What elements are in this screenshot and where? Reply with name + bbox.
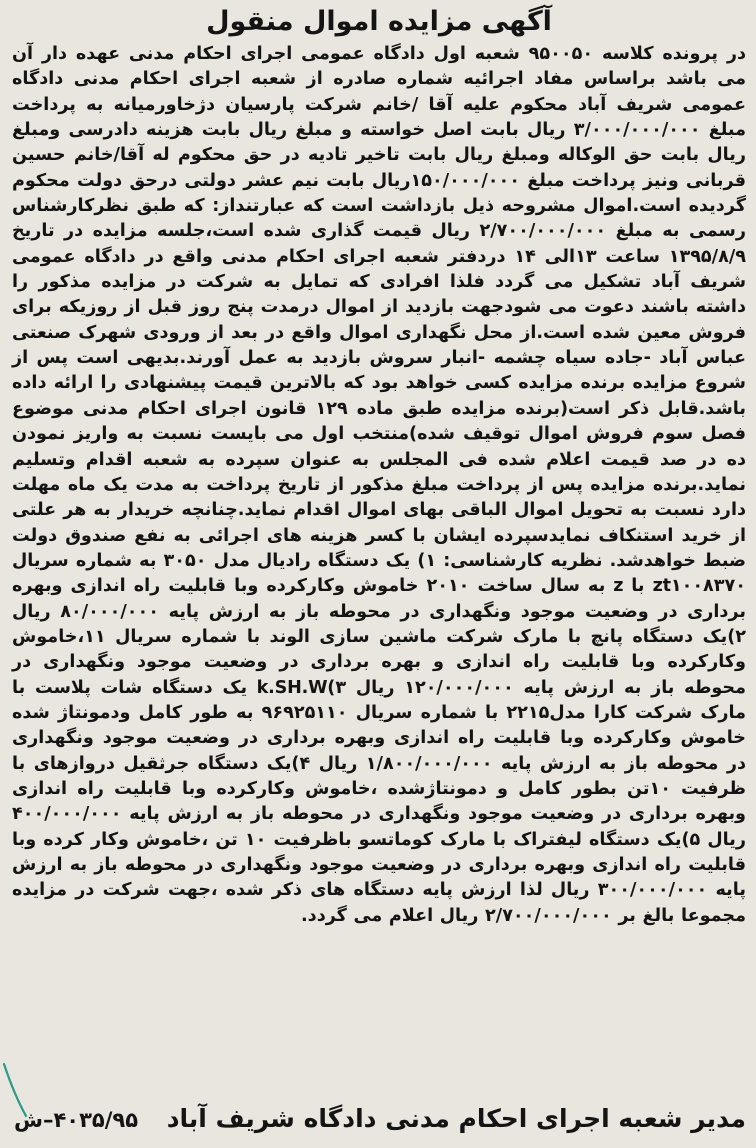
notice-title: آگهی مزایده اموال منقول xyxy=(206,6,552,37)
pen-stroke xyxy=(4,1064,26,1116)
pen-mark-decoration xyxy=(0,1060,30,1120)
notice-body: در پرونده کلاسه ۹۵۰۰۵۰ شعبه اول دادگاه عمومی اجرای احکام مدنی عهده دار آن می باشد براساس مفاد اجرائیه شماره صادره از شعبه اجرای احکام مدنی دادگاه عمومی شریف آباد محکوم علیه آقا /خانم شرکت پارسیان دژخاورمیانه به پرداخت مبلغ ۳/۰۰۰/۰۰۰/۰۰۰ ریال بابت اصل خواسته و مبلغ ریال بابت هزینه دادرسی ومبلغ ریال بابت حق الوکاله ومبلغ ریال بابت تاخیر تادیه در حق محکوم له آقا/خانم حسین قربانی ونیز پرداخت مبلغ ۱۵۰/۰۰۰/۰۰۰ریال بابت نیم عشر دولتی درحق دولت محکوم گردیده است.اموال مشروحه ذیل بازداشت است که عبارتنداز: که طبق نظرکارشناس رسمی به مبلغ ۲/۷۰۰/۰۰۰/۰۰۰ ریال قیمت گذاری شده است،جلسه مزایده در تاریخ ۱۳۹۵/۸/۹ ساعت ۱۳الی ۱۴ دردفتر شعبه اجرای احکام مدنی واقع در دادگاه عمومی شریف آباد تشکیل می گردد فلذا افرادی که تمایل به شرکت در مزایده مذکور را داشته باشند دعوت می شودجهت بازدید از اموال درمدت پنج روز قبل از روزیکه برای فروش معین شده است.از محل نگهداری اموال واقع در بعد از ورودی شهرک صنعتی عباس آباد -جاده سیاه چشمه -انبار سروش بازدید به عمل آورند.بدیهی است پس از شروع مزایده برنده مزایده کسی خواهد بود که بالاترین قیمت پیشنهادی را ارائه داده باشد.قابل ذکر است(برنده مزایده طبق ماده ۱۲۹ قانون اجرای احکام مدنی موضوع فصل سوم فروش اموال توقیف شده)منتخب اول می بایست نسبت به واریز نمودن ده در صد قیمت اعلام شده فی المجلس به عنوان سپرده به شعبه اقدام وتسلیم نماید.برنده مزایده پس از پرداخت مبلغ مذکور از تاریخ پرداخت به مدت یک ماه مهلت دارد نسبت به تحویل اموال الباقی بهای اموال اقدام نماید.چنانچه خریدار به هر علتی از خرید استنکاف نمایدسپرده ایشان با کسر هزینه های اجرائی به نفع صندوق دولت ضبط خواهدشد. نظریه کارشناسی: ۱) یک دستگاه رادیال مدل ۳۰۵۰ به شماره سریال zt۱۰۰۸۳۷۰ با z به سال ساخت ۲۰۱۰ خاموش وکارکرده وبا قابلیت راه اندازی وبهره برداری در وضعیت موجود ونگهداری در محوطه باز به ارزش پایه ۸۰/۰۰۰/۰۰۰ ریال ۲)یک دستگاه پانچ با مارک شرکت ماشین سازی الوند با شماره سریال ۱۱،خاموش وکارکرده وبا قابلیت راه اندازی و بهره برداری در وضعیت موجود ونگهداری در محوطه باز به ارزش پایه ۱۲۰/۰۰۰/۰۰۰ ریال ۳)k.SH.W یک دستگاه شات پلاست با مارک شرکت کارا مدل۲۲۱۵ با شماره سریال ۹۶۹۲۵۱۱۰ به طور کامل ودمونتاژ شده خاموش وکارکرده وبا قابلیت راه اندازی وبهره برداری در وضعیت موجود ونگهداری در محوطه باز به ارزش پایه ۱/۸۰۰/۰۰۰/۰۰۰ ریال ۴)یک دستگاه جرثقیل دروازهای با ظرفیت ۱۰تن بطور کامل و دمونتاژشده ،خاموش وکارکرده وبا قابلیت راه اندازی وبهره برداری در وضعیت موجود ونگهداری در محوطه باز به ارزش پایه ۴۰۰/۰۰۰/۰۰۰ ریال ۵)یک دستگاه لیفتراک با مارک کوماتسو باظرفیت ۱۰ تن ،خاموش وکار کرده وبا قابلیت راه اندازی وبهره برداری در وضعیت موجود ونگهداری در محوطه باز به ارزش پایه ۳۰۰/۰۰۰/۰۰۰ ریال لذا ارزش پایه دستگاه های ذکر شده ،جهت شرکت در مزایده مجموعا بالغ بر ۲/۷۰۰/۰۰۰/۰۰۰ ریال اعلام می گردد. xyxy=(12,44,747,926)
notice-footer xyxy=(14,1104,746,1144)
signature-line: مدیر شعبه اجرای احکام مدنی دادگاه شریف آباد xyxy=(166,1104,746,1133)
reference-number: ۴۰۳۵/۹۵–ش xyxy=(14,1108,139,1132)
